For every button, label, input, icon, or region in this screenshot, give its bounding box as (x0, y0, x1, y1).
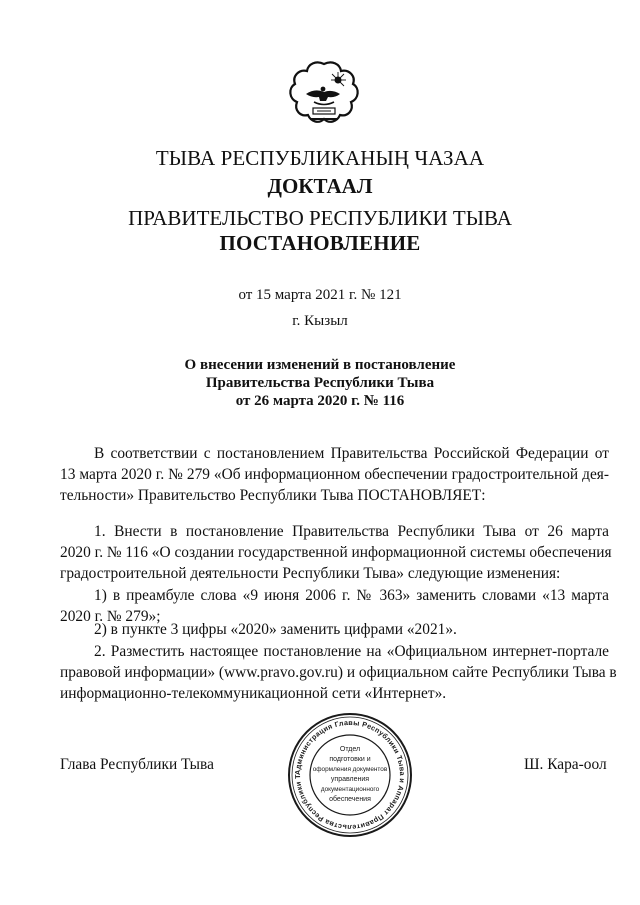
paragraph-item-2 (60, 641, 617, 704)
document-date-number: от 15 марта 2021 г. № 121 (238, 287, 402, 303)
paragraph-line: 2020 г. № 279»; (60, 608, 161, 625)
paragraph-line: правовой информации» (www.pravo.gov.ru) и официальном сайте Республики Тыва в (60, 664, 617, 681)
paragraph-line: 2020 г. № 116 «О создании государственной информационной системы обеспечения (60, 544, 612, 561)
paragraph-line: 13 марта 2020 г. № 279 «Об информационном обеспечении градостроительной дея- (60, 466, 609, 483)
header-title-tuvan: ТЫВА РЕСПУБЛИКАНЫҢ ЧАЗАА (155, 146, 485, 170)
paragraph-preamble (60, 443, 609, 506)
header-doc-type-russian: ПОСТАНОВЛЕНИЕ (219, 231, 421, 255)
paragraph-line: 1. Внести в постановление Правительства Республики Тыва от 26 марта (94, 523, 609, 540)
paragraph-line: 2) в пункте 3 цифры «2020» заменить цифрами «2021». (94, 621, 457, 638)
paragraph-line: тельности» Правительство Республики Тыва ПОСТАНОВЛЯЕТ: (60, 487, 486, 504)
paragraph-subitem-2 (60, 619, 609, 640)
stamp-center-line: подготовки и (329, 756, 371, 763)
signature-position: Глава Республики Тыва (60, 756, 214, 773)
paragraph-line: информационно-телекоммуникационной сети «Интернет». (60, 685, 447, 702)
paragraph-line: В соответствии с постановлением Правительства Российской Федерации от (94, 445, 609, 462)
stamp-center-line: обеспечения (329, 796, 371, 803)
header-title-russian: ПРАВИТЕЛЬСТВО РЕСПУБЛИКИ ТЫВА (128, 206, 512, 230)
emblem-of-tuva (288, 58, 360, 138)
paragraph-item-1 (60, 521, 612, 584)
document-city: г. Кызыл (292, 313, 348, 329)
signature-name: Ш. Кара-оол (524, 756, 607, 773)
subject-line: от 26 марта 2020 г. № 116 (235, 393, 405, 409)
paragraph-line: 2. Разместить настоящее постановление на «Официальном интернет-портале (94, 643, 609, 660)
stamp-center-line: Отдел (339, 746, 361, 753)
stamp-center-line: документационного (320, 786, 380, 793)
subject-line: Правительства Республики Тыва (205, 375, 435, 391)
official-stamp (286, 711, 414, 839)
stamp-center-line: управления (330, 776, 370, 783)
paragraph-line: 1) в преамбуле слова «9 июня 2006 г. № 363» заменить словами «13 марта (94, 587, 609, 604)
stamp-ring-text: Администрация Главы Республики Тыва и Аппарат Правительства Республики Т (292, 717, 408, 833)
subject-line: О внесении изменений в постановление (184, 357, 456, 373)
header-doc-type-tuvan: ДОКТААЛ (267, 174, 373, 198)
paragraph-line: градостроительной деятельности Республики Тыва» следующие изменения: (60, 565, 561, 582)
stamp-center-line: оформления документов (312, 766, 388, 773)
document-subject (0, 356, 640, 410)
